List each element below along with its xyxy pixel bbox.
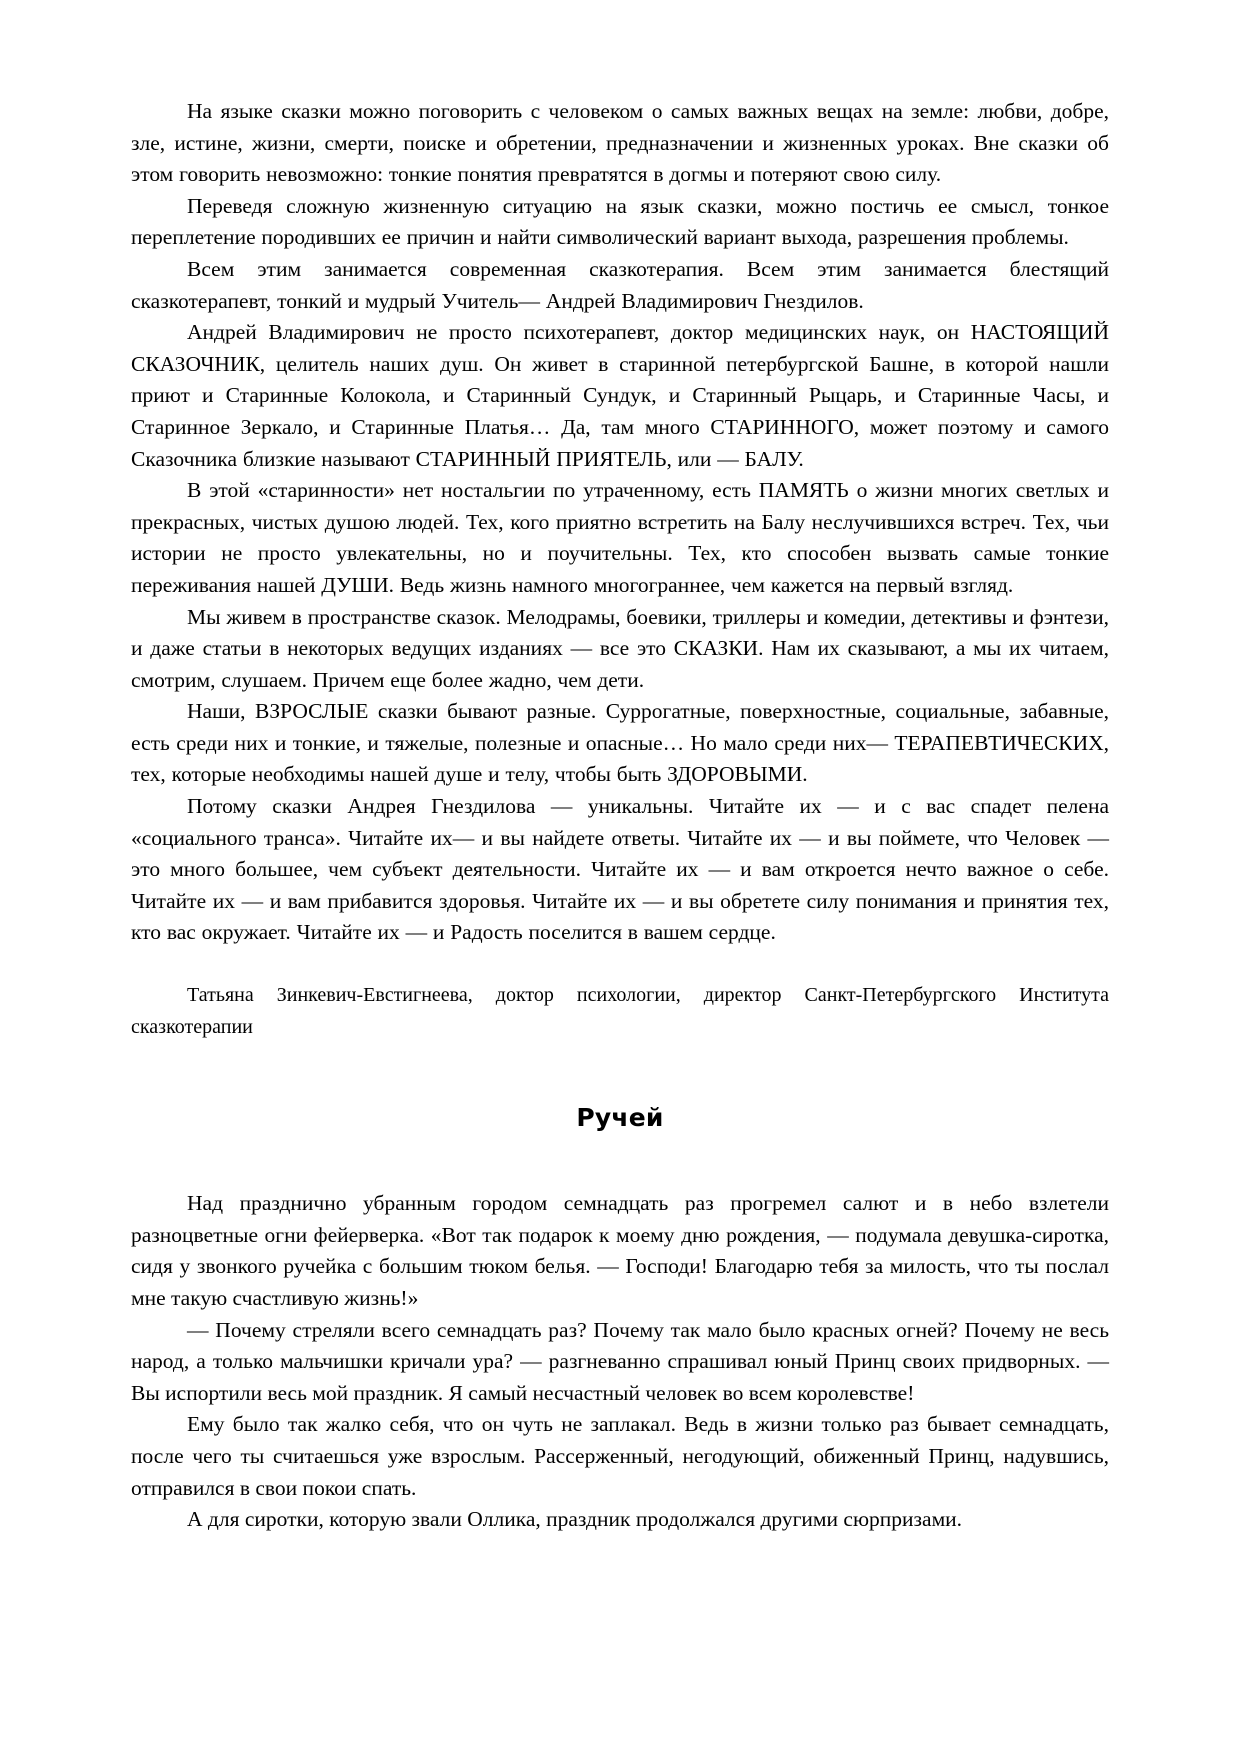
foreword-paragraph-3: Всем этим занимается современная сказкотерапия. Всем этим занимается блестящий сказкотерапевт, тонкий и мудрый Учитель— Андрей Владимирович Гнездилов. xyxy=(131,256,1109,313)
story-title: Ручей xyxy=(576,1103,664,1133)
foreword-paragraph-8: Потому сказки Андрея Гнездилова — уникальны. Читайте их — и с вас спадет пелена «социального транса». Читайте их— и вы найдете ответы. Читайте их — и вы поймете, что Человек — это много большее, чем субъект деятельности. Читайте их — и вам откроется нечто важное о себе. Читайте их — и вам прибавится здоровья. Читайте их — и вы обретете силу понимания и принятия тех, кто вас окружает. Читайте их — и Радость поселится в вашем сердце. xyxy=(131,794,1109,945)
title-spacer-bottom xyxy=(131,1132,1109,1188)
foreword-paragraph-7: Наши, ВЗРОСЛЫЕ сказки бывают разные. Суррогатные, поверхностные, социальные, забавные, есть среди них и тонкие, и тяжелые, полезные и опасные… Но мало среди них— ТЕРАПЕВТИЧЕСКИХ, тех, которые необходимы нашей душе и телу, чтобы быть ЗДОРОВЫМИ. xyxy=(131,699,1109,787)
foreword-paragraph-1: На языке сказки можно поговорить с человеком о самых важных вещах на земле: любви, добре, зле, истине, жизни, смерти, поиске и обретении, предназначении и жизненных уроках. Вне сказки об этом говорить невозможно: тонкие понятия превратятся в догмы и потеряют свою силу. xyxy=(131,99,1109,187)
foreword-paragraph-4: Андрей Владимирович не просто психотерапевт, доктор медицинских наук, он НАСТОЯЩИЙ СКАЗОЧНИК, целитель наших душ. Он живет в старинной петербургской Башне, в которой нашли приют и Старинные Колокола, и Старинный Сундук, и Старинный Рыцарь, и Старинные Часы, и Старинное Зеркало, и Старинные Платья… Да, там много СТАРИННОГО, может поэтому и самого Сказочника близкие называют СТАРИННЫЙ ПРИЯТЕЛЬ, или — БАЛУ. xyxy=(131,320,1109,471)
page-content xyxy=(131,96,1109,1536)
signature-block xyxy=(131,980,1109,1043)
story-paragraph-2: — Почему стреляли всего семнадцать раз? Почему так мало было красных огней? Почему не весь народ, а только мальчишки кричали ура? — разгневанно спрашивал юный Принц своих придворных. — Вы испортили весь мой праздник. Я самый несчастный человек во всем королевстве! xyxy=(131,1317,1109,1405)
title-spacer-top xyxy=(131,1043,1109,1103)
story-section xyxy=(131,1188,1109,1536)
signature-attribution: Татьяна Зинкевич-Евстигнеева, доктор психологии, директор Санкт-Петербургского Института сказкотерапии xyxy=(131,984,1109,1038)
story-paragraph-1: Над празднично убранным городом семнадцать раз прогремел салют и в небо взлетели разноцветные огни фейерверка. «Вот так подарок к моему дню рождения, — подумала девушка-сиротка, сидя у звонкого ручейка с большим тюком белья. — Господи! Благодарю тебя за милость, что ты послал мне такую счастливую жизнь!» xyxy=(131,1191,1109,1310)
foreword-paragraph-5: В этой «старинности» нет ностальгии по утраченному, есть ПАМЯТЬ о жизни многих светлых и прекрасных, чистых душою людей. Тех, кого приятно встретить на Балу неслучившихся встреч. Тех, чьи истории не просто увлекательны, но и поучительны. Тех, кто способен вызвать самые тонкие переживания нашей ДУШИ. Ведь жизнь намного многограннее, чем кажется на первый взгляд. xyxy=(131,478,1109,597)
foreword-section xyxy=(131,96,1109,949)
story-paragraph-4: А для сиротки, которую звали Оллика, праздник продолжался другими сюрпризами. xyxy=(187,1507,963,1532)
foreword-paragraph-2: Переведя сложную жизненную ситуацию на язык сказки, можно постичь ее смысл, тонкое переплетение породивших ее причин и найти символический вариант выхода, разрешения проблемы. xyxy=(131,193,1109,250)
foreword-paragraph-6: Мы живем в пространстве сказок. Мелодрамы, боевики, триллеры и комедии, детективы и фэнтези, и даже статьи в некоторых ведущих изданиях — все это СКАЗКИ. Нам их сказывают, а мы их читаем, смотрим, слушаем. Причем еще более жадно, чем дети. xyxy=(131,604,1109,692)
story-paragraph-3: Ему было так жалко себя, что он чуть не заплакал. Ведь в жизни только раз бывает семнадцать, после чего ты считаешься уже взрослым. Рассерженный, негодующий, обиженный Принц, надувшись, отправился в свои покои спать. xyxy=(131,1412,1109,1500)
